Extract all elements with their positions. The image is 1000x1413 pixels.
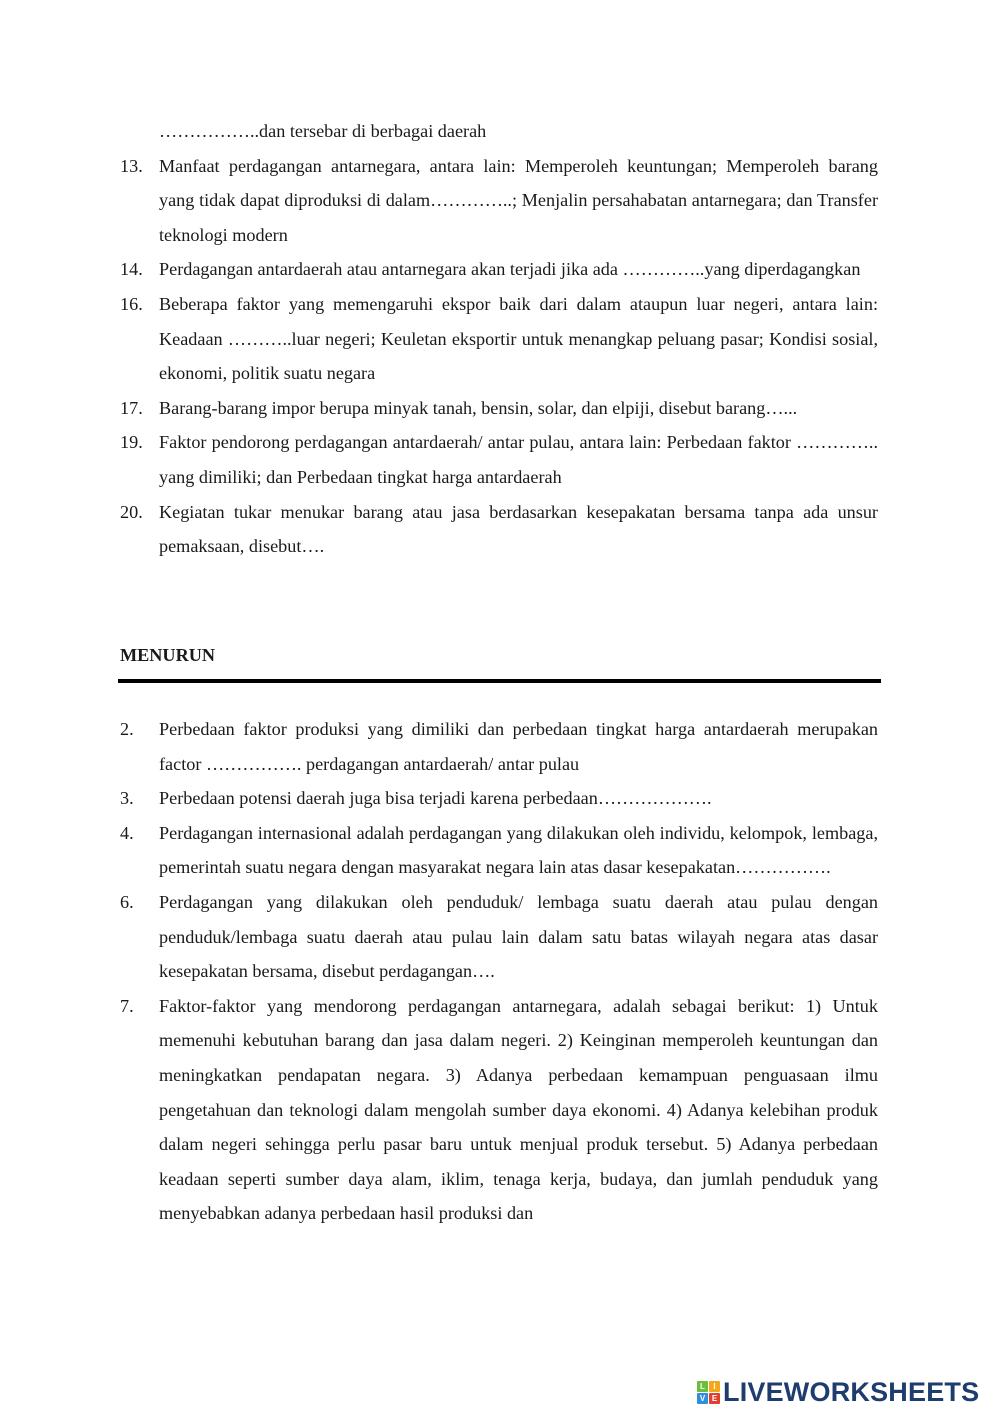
item-text: Beberapa faktor yang memengaruhi ekspor baik dari dalam ataupun luar negeri, antara lain: Keadaan ………..luar negeri; Keuletan eksportir untuk menangkap peluang pasar; Kondisi sosial, ekonomi, politik suatu negara: [159, 293, 878, 384]
item-number: 2.: [120, 719, 134, 739]
item-text: Perdagangan antardaerah atau antarnegara akan terjadi jika ada …………..yang diperdagangkan: [159, 259, 861, 280]
mendatar-list: [120, 149, 878, 564]
logo-wordmark: LIVEWORKSHEETS: [723, 1377, 980, 1407]
liveworksheets-logo: [697, 1377, 979, 1407]
list-item: [120, 989, 878, 1231]
item-number: 20.: [120, 501, 143, 522]
item-text: Perdagangan yang dilakukan oleh penduduk/ lembaga suatu daerah atau pulau dengan penduduk/lembaga suatu daerah atau pulau lain dalam satu batas wilayah negara atas dasar kesepakatan bersama, disebut perdagangan….: [159, 891, 878, 982]
logo-tiles-icon: [697, 1381, 720, 1404]
item-text: Faktor pendorong perdagangan antardaerah/ antar pulau, antara lain: Perbedaan faktor ………….. yang dimiliki; dan Perbedaan tingkat harga antardaerah: [159, 432, 878, 487]
item-number: 3.: [120, 788, 134, 809]
list-item: [120, 781, 878, 816]
continuation-line: ……………..dan tersebar di berbagai daerah: [159, 121, 487, 141]
item-text: Perdagangan internasional adalah perdagangan yang dilakukan oleh individu, kelompok, lembaga, pemerintah suatu negara dengan masyarakat negara lain atas dasar kesepakatan…………….: [159, 822, 878, 878]
item-number: 19.: [120, 432, 143, 453]
list-item: [120, 287, 878, 391]
item-text: Faktor-faktor yang mendorong perdagangan antarnegara, adalah sebagai berikut: 1) Untuk memenuhi kebutuhan barang dan jasa dalam negeri. 2) Keinginan memperoleh keuntungan dan meningkatkan pendapatan negara. 3) Adanya perbedaan kemampuan penguasaan ilmu pengetahuan dan teknologi dalam mengolah sumber daya ekonomi. 4) Adanya kelebihan produk dalam negeri sehingga perlu pasar baru untuk menjual produk tersebut. 5) Adanya perbedaan keadaan seperti sumber daya alam, iklim, tenaga kerja, budaya, dan jumlah penduduk yang menyebabkan adanya perbedaan hasil produksi dan: [159, 995, 878, 1224]
list-item: [120, 885, 878, 989]
item-text: Manfaat perdagangan antarnegara, antara lain: Memperoleh keuntungan; Memperoleh barang yang tidak dapat diproduksi di dalam…………..; Menjalin persahabatan antarnegara; dan Transfer teknologi modern: [159, 155, 878, 245]
item-number: 16.: [120, 293, 143, 314]
item-number: 4.: [120, 822, 134, 843]
list-item: [120, 712, 878, 781]
logo-tile: V: [697, 1393, 708, 1404]
item-text: Kegiatan tukar menukar barang atau jasa berdasarkan kesepakatan bersama tanpa ada unsur pemaksaan, disebut….: [159, 501, 878, 557]
item-text: Perbedaan faktor produksi yang dimiliki dan perbedaan tingkat harga antardaerah merupakan factor ……………. perdagangan antardaerah/ antar pulau: [159, 719, 878, 774]
list-item: [120, 252, 878, 287]
mendatar-section: [120, 114, 878, 564]
item-text: Perbedaan potensi daerah juga bisa terjadi karena perbedaan……………….: [159, 788, 712, 809]
item-number: 14.: [120, 259, 143, 280]
list-item: [120, 149, 878, 253]
menurun-list: [120, 712, 878, 1231]
logo-tile: L: [697, 1381, 708, 1392]
menurun-section: [120, 712, 878, 1231]
section-divider: [118, 679, 881, 683]
logo-tile: I: [709, 1381, 720, 1392]
item-number: 13.: [120, 155, 143, 176]
list-item: [120, 425, 878, 494]
logo-tile: E: [709, 1393, 720, 1404]
item-number: 6.: [120, 891, 134, 912]
item-text: Barang-barang impor berupa minyak tanah, bensin, solar, dan elpiji, disebut barang…...: [159, 397, 798, 418]
list-item: [120, 391, 878, 426]
item-number: 7.: [120, 995, 134, 1016]
section-heading-menurun: MENURUN: [120, 645, 215, 665]
item-number: 17.: [120, 397, 143, 418]
list-item: [120, 495, 878, 564]
list-item: [120, 816, 878, 885]
